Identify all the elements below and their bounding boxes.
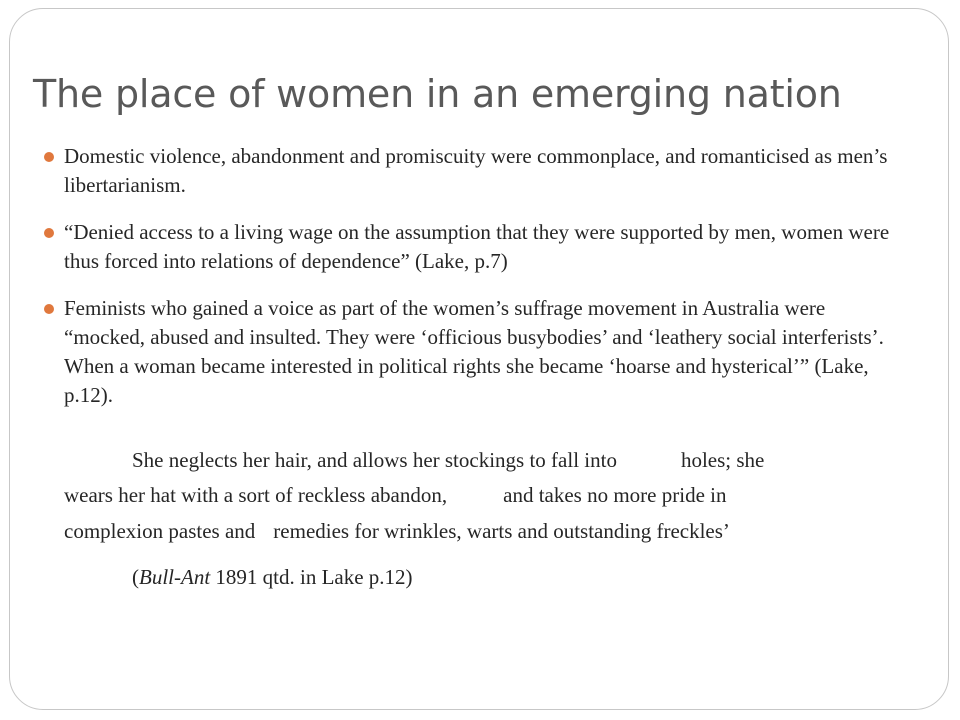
bullet-3-marker xyxy=(44,304,54,314)
bullet-2-marker xyxy=(44,228,54,238)
quote-line-2-part-a: wears her hat with a sort of reckless abandon, xyxy=(64,483,448,507)
quote-line-1-part-b: holes; she xyxy=(680,448,765,472)
bullet-2-text: “Denied access to a living wage on the assumption that they were supported by men, women were thus forced into relations of dependence” (Lake, p.7) xyxy=(64,220,890,273)
quote-line-3-part-b: remedies for wrinkles, warts and outstanding freckles’ xyxy=(273,519,730,543)
quote-line-2-part-b: and takes no more pride in xyxy=(503,483,727,507)
quote-citation xyxy=(64,563,924,592)
bullet-3-text: Feminists who gained a voice as part of the women’s suffrage movement in Australia were “mocked, abused and insulted. They were ‘officious busybodies’ and ‘leathery social interferists’. When a woman became interested in political rights she became ‘hoarse and hysterical’” (Lake, p.12). xyxy=(64,296,884,407)
quote-line-2 xyxy=(64,481,924,510)
citation-source: Bull-Ant xyxy=(139,565,211,589)
quote-line-1-part-a: She neglects her hair, and allows her stockings to fall into xyxy=(132,448,617,472)
quote-line-3-part-a: complexion pastes and xyxy=(64,519,256,543)
slide-title: The place of women in an emerging nation xyxy=(33,72,842,116)
bullet-1-text: Domestic violence, abandonment and promiscuity were commonplace, and romanticised as men’s libertarianism. xyxy=(64,144,888,197)
bullet-1-marker xyxy=(44,152,54,162)
citation-rest: 1891 qtd. in Lake p.12) xyxy=(210,565,413,589)
citation-open: ( xyxy=(132,565,139,589)
quote-line-3 xyxy=(64,517,924,546)
quote-line-1 xyxy=(64,446,924,475)
